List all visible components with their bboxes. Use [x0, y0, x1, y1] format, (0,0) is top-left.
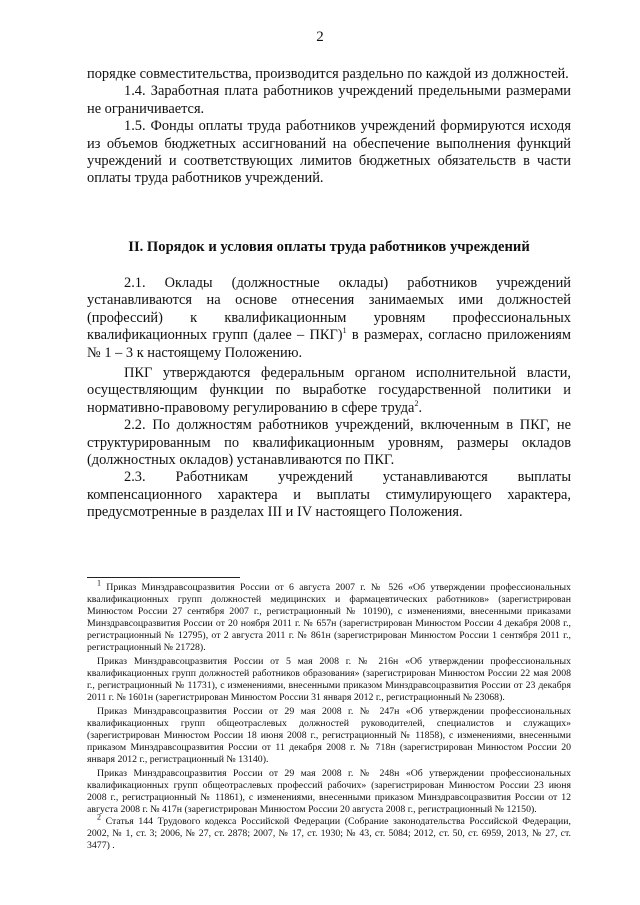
section-2-text	[87, 275, 571, 522]
pkg-text: ПКГ утверждаются федеральным органом исполнительной власти, осуществляющим функции по выработке государственной политики и нормативно-правовому регулированию в сфере труда	[87, 365, 571, 416]
pkg-tail: .	[418, 399, 423, 416]
footnote-1	[87, 578, 571, 654]
intro-paragraph-1: порядке совместительства, производится раздельно по каждой из должностей.	[87, 66, 569, 82]
clause-2-3: 2.3. Работникам учреждений устанавливаются выплаты компенсационного характера и выплаты стимулирующего характера, предусмотренные в разделах III и IV настоящего Положения.	[87, 469, 571, 521]
page-number: 2	[316, 29, 324, 45]
pkg-paragraph	[87, 365, 571, 417]
section-title: II. Порядок и условия оплаты труда работников учреждений	[128, 239, 530, 255]
footnote-ref-2: 2	[414, 399, 419, 409]
footnote-1-text: Приказ Минздравсоцразвития России от 6 августа 2007 г. № 526 «Об утверждении профессиональных квалификационных групп должностей медицинских и фармацевтических работников» (зарегистрирован Минюстом России 27 сентября 2007 г., регистрационный № 10190), с изменениями, внесенными приказами Минздравсоцразвития России от 20 ноября 2011 г. № 657н (зарегистрирован Минюстом России 4 декабря 2008 г., регистрационный № 12795), от 2 августа 2011 г. № 861н (зарегистрирован Минюстом России 1 сентября 2011 г., регистрационный № 21728).	[87, 582, 571, 653]
clause-2-1	[87, 275, 571, 362]
footnote-2	[87, 812, 571, 852]
footnotes	[87, 578, 571, 852]
footnote-1-part-4: Приказ Минздравсоцразвития России от 29 мая 2008 г. № 248н «Об утверждении профессиональных квалификационных групп общеотраслевых профессий рабочих» (зарегистрирован Минюстом России 23 июня 2008 г., регистрационный № 11861), с изменениями, внесенными приказом Минздравсоцразвития России от 12 августа 2008 г. № 417н (зарегистрирован Минюстом России 20 августа 2008 г., регистрационный № 12150).	[87, 768, 571, 815]
footnote-2-text: Статья 144 Трудового кодекса Российской Федерации (Собрание законодательства Российской Федерации, 2002, № 1, ст. 3; 2006, № 27, ст. 2878; 2007, № 17, ст. 1930; № 43, ст. 5084; 2012, ст. 50, ст. 6959, 2013, № 27, ст. 3477) .	[87, 816, 571, 851]
footnote-1-part-3: Приказ Минздравсоцразвития России от 29 мая 2008 г. № 247н «Об утверждении профессиональных квалификационных групп общеотраслевых должностей руководителей, специалистов и служащих» (зарегистрирован Минюстом России 18 июня 2008 г., регистрационный № 11858), с изменениями, внесенными приказом Минздравсоцразвития России от 11 декабря 2008 г. № 718н (зарегистрирован Минюстом России 20 января 2012 г., регистрационный № 13140).	[87, 706, 571, 765]
footnote-separator	[87, 577, 240, 578]
clause-1-4: 1.4. Заработная плата работников учреждений предельными размерами не ограничивается.	[87, 83, 571, 117]
footnote-1-mark: 1	[97, 578, 101, 588]
clause-2-1-text: 2.1. Оклады (должностные оклады) работников учреждений устанавливаются на основе отнесения занимаемых ими должностей (профессий) к квалификационным уровням профессиональных квалификационных групп (далее – ПКГ)	[87, 275, 571, 344]
footnote-2-mark: 2	[97, 812, 101, 822]
intro-text	[87, 66, 571, 188]
clause-2-2: 2.2. По должностям работников учреждений, включенным в ПКГ, не структурированным по квалификационным уровням, размеры окладов (должностных окладов) устанавливаются по ПКГ.	[87, 417, 571, 469]
footnote-1-part-2: Приказ Минздравсоцразвития России от 5 мая 2008 г. № 216н «Об утверждении профессиональных квалификационных групп должностей работников образования» (зарегистрирован Минюстом России 22 мая 2008 г., регистрационный № 11731), с изменениями, внесенными приказом Минздравсоцразвития России от 23 декабря 2011 г. № 1601н (зарегистрирован Минюстом России 31 января 2012 г., регистрационный № 23068).	[87, 656, 571, 703]
clause-2-1-tail: в размерах, согласно приложениям № 1 – 3 к настоящему Положению.	[87, 327, 571, 361]
footnote-ref-1: 1	[342, 326, 347, 336]
clause-1-5: 1.5. Фонды оплаты труда работников учреждений формируются исходя из объемов бюджетных ассигнований на обеспечение выполнения функций учреждений и соответствующих лимитов бюджетных обязательств в части оплаты труда работников учреждений.	[87, 118, 571, 187]
